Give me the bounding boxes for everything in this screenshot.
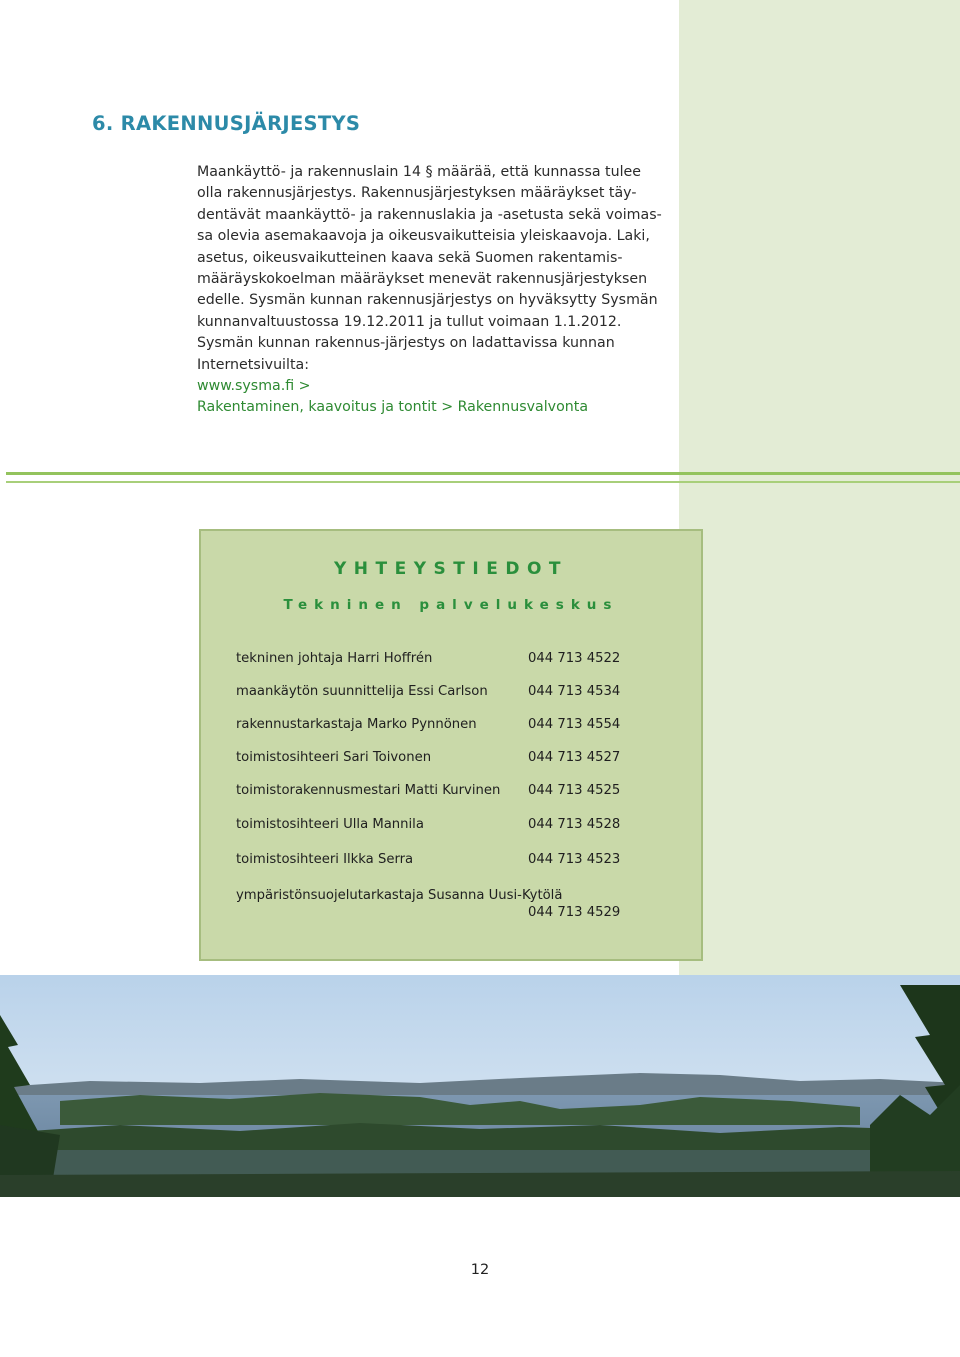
contact-name: maankäytön suunnittelija Essi Carlson — [236, 684, 488, 699]
body-line: asetus, oikeusvaikutteinen kaava sekä Suomen rakentamis- — [197, 249, 623, 266]
contact-name: toimistorakennusmestari Matti Kurvinen — [236, 783, 501, 798]
contact-name: rakennustarkastaja Marko Pynnönen — [236, 717, 477, 732]
side-band — [679, 0, 960, 975]
body-line: dentävät maankäyttö- ja rakennuslakia ja -asetusta sekä voimas- — [197, 206, 662, 223]
body-line: Internetsivuilta: — [197, 356, 309, 373]
contact-phone: 044 713 4523 — [528, 852, 621, 867]
contact-info-box — [199, 529, 703, 961]
body-line: Maankäyttö- ja rakennuslain 14 § määrää, että kunnassa tulee — [197, 164, 641, 180]
body-line: olla rakennusjärjestys. Rakennusjärjestyksen määräykset täy- — [197, 185, 637, 202]
contact-name: tekninen johtaja Harri Hoffrén — [236, 651, 433, 666]
contact-name: toimistosihteeri Ilkka Serra — [236, 852, 414, 867]
body-line: määräyskokoelman määräykset menevät rakennusjärjestyksen — [197, 271, 648, 288]
contact-phone: 044 713 4529 — [528, 905, 621, 920]
contact-phone: 044 713 4522 — [528, 651, 621, 666]
contact-phone: 044 713 4527 — [528, 750, 621, 765]
body-line: Sysmän kunnan rakennus-järjestys on ladattavissa kunnan — [197, 335, 615, 352]
page-number: 12 — [470, 1262, 490, 1278]
contact-phone: 044 713 4554 — [528, 717, 621, 732]
website-link[interactable]: www.sysma.fi > — [197, 378, 311, 395]
section-divider-thin — [6, 481, 960, 483]
section-heading: 6. RAKENNUSJÄRJESTYS — [92, 112, 361, 135]
body-line: edelle. Sysmän kunnan rakennusjärjestys on hyväksytty Sysmän — [197, 292, 658, 309]
body-line: sa olevia asemakaavoja ja oikeusvaikutteisia yleiskaavoja. Laki, — [197, 228, 650, 245]
contact-name: ympäristönsuojelutarkastaja Susanna Uusi-Kytölä — [236, 888, 563, 903]
contact-name: toimistosihteeri Ulla Mannila — [236, 817, 424, 832]
contact-title: YHTEYSTIEDOT — [334, 559, 568, 579]
section-divider — [6, 472, 960, 475]
contact-name: toimistosihteeri Sari Toivonen — [236, 750, 432, 765]
contact-phone: 044 713 4534 — [528, 684, 621, 699]
body-paragraph — [197, 162, 677, 419]
navigation-path-link[interactable]: Rakentaminen, kaavoitus ja tontit > Rakennusvalvonta — [197, 399, 589, 416]
lake-landscape-photo — [0, 975, 960, 1197]
contact-subtitle: Tekninen palvelukeskus — [283, 597, 619, 613]
body-line: kunnanvaltuustossa 19.12.2011 ja tullut voimaan 1.1.2012. — [197, 313, 622, 330]
contact-phone: 044 713 4525 — [528, 783, 621, 798]
contact-phone: 044 713 4528 — [528, 817, 621, 832]
